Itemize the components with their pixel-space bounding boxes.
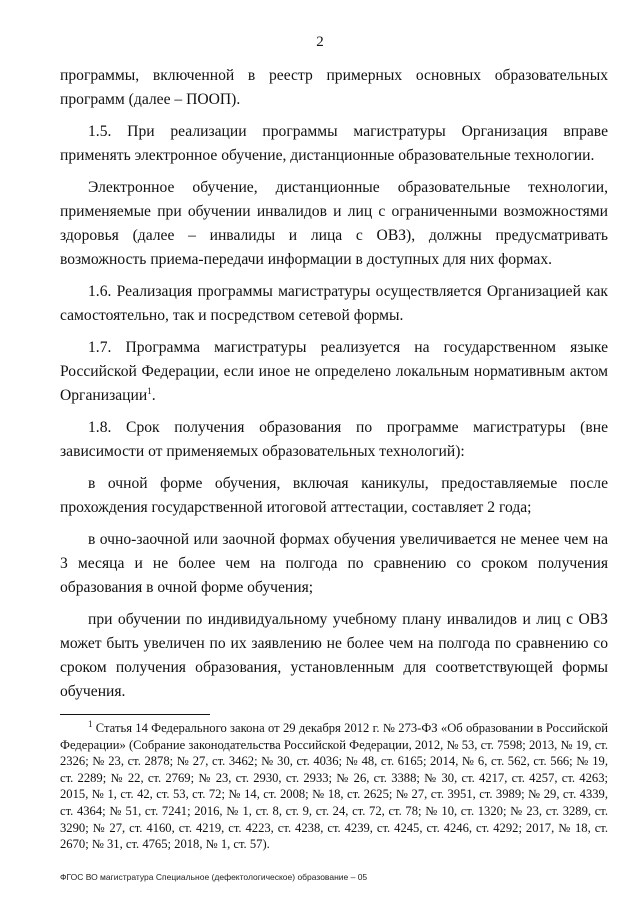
paragraph-1-7	[60, 336, 608, 408]
paragraph-continuation: программы, включенной в реестр примерных основных образовательных программ (далее – ПООП).	[60, 67, 608, 108]
paragraph-1-5: 1.5. При реализации программы магистратуры Организация вправе применять электронное обучение, дистанционные образовательные технологии.	[60, 123, 608, 164]
footnote-marker: 1	[88, 718, 93, 729]
paragraph-electronic-learning: Электронное обучение, дистанционные образовательные технологии, применяемые при обучении инвалидов и лиц с ограниченными возможностями здоровья (далее – инвалиды и лица с ОВЗ), должны предусматривать возможность приема-передачи информации в доступных для них формах.	[60, 179, 608, 268]
footnote-text: Статья 14 Федерального закона от 29 декабря 2012 г. № 273-ФЗ «Об образовании в Российской Федерации» (Собрание законодательства Российской Федерации, 2012, № 53, ст. 7598; 2013, № 19, ст. 2326; № 23, ст. 2878; № 27, ст. 3462; № 30, ст. 4036; № 48, ст. 6165; 2014, № 6, ст. 562, ст. 566; № 19, ст. 2289; № 22, ст. 2769; № 23, ст. 2930, ст. 2933; № 26, ст. 3388; № 30, ст. 4217, ст. 4257, ст. 4263; 2015, № 1, ст. 42, ст. 53, ст. 72; № 14, ст. 2008; № 18, ст. 2625; № 27, ст. 3951, ст. 3989; № 29, ст. 4339, ст. 4364; № 51, ст. 7241; 2016, № 1, ст. 8, ст. 9, ст. 24, ст. 72, ст. 78; № 10, ст. 1320; № 23, ст. 3289, ст. 3290; № 27, ст. 4160, ст. 4219, ст. 4223, ст. 4238, ст. 4239, ст. 4245, ст. 4246, ст. 4292; 2017, № 18, ст. 2670; № 31, ст. 4765; 2018, № 1, ст. 57).	[60, 721, 608, 852]
page-number: 2	[316, 34, 324, 50]
footnote	[60, 720, 608, 853]
page-footer: ФГОС ВО магистратура Специальное (дефектологическое) образование – 05	[60, 872, 368, 882]
paragraph-1-7-tail: .	[151, 387, 156, 404]
paragraph-1-6: 1.6. Реализация программы магистратуры осуществляется Организацией как самостоятельно, так и посредством сетевой формы.	[60, 283, 608, 324]
document-body	[60, 64, 608, 712]
paragraph-individual-plan: при обучении по индивидуальному учебному плану инвалидов и лиц с ОВЗ может быть увеличен по их заявлению не более чем на полгода по сравнению со сроком получения образования, установленным для соответствующей формы обучения.	[60, 611, 608, 700]
paragraph-full-time: в очной форме обучения, включая каникулы, предоставляемые после прохождения государственной итоговой аттестации, составляет 2 года;	[60, 475, 608, 516]
paragraph-1-7-text: 1.7. Программа магистратуры реализуется на государственном языке Российской Федерации, если иное не определено локальным нормативным актом Организации	[60, 339, 608, 404]
paragraph-part-time: в очно-заочной или заочной формах обучения увеличивается не менее чем на 3 месяца и не более чем на полгода по сравнению со сроком получения образования в очной форме обучения;	[60, 531, 608, 596]
footnote-separator	[60, 714, 210, 715]
paragraph-1-8: 1.8. Срок получения образования по программе магистратуры (вне зависимости от применяемых образовательных технологий):	[60, 419, 608, 460]
footnote-reference[interactable]: 1	[147, 385, 152, 396]
